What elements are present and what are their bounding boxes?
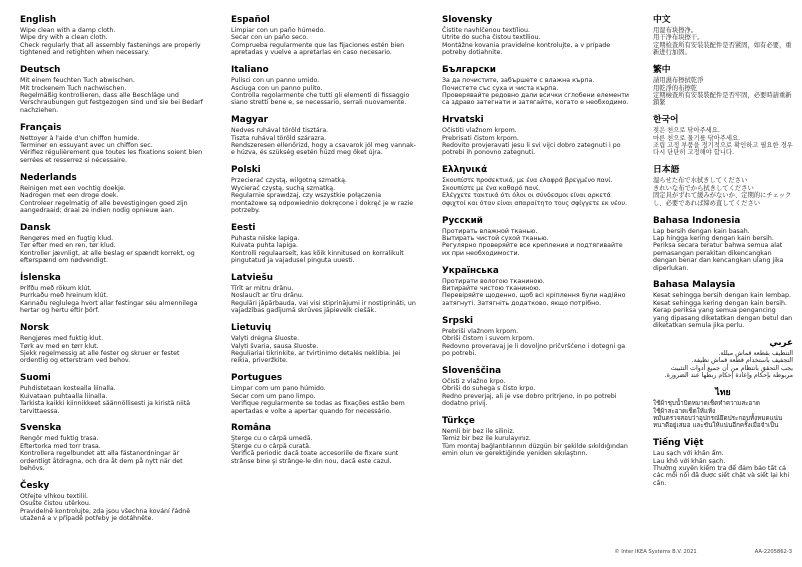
instruction-line: 定期檢查所有安裝裝配件是否牢固，必要時請重新鎖緊 [653,91,792,107]
instruction-line: Prebriši vlažnom krpom. [442,327,519,335]
instruction-line: Rendszeresen ellenőrizd, hogy a csavarok jól meg vannak-e húzva, és szükség esetén húzd meg őket újra. [231,142,416,157]
language-heading: Dansk [20,222,51,233]
language-heading: 中文 [653,15,671,25]
instruction-line: Prebrisati čistom krpom. [442,134,519,142]
language-heading: Româna [231,423,272,434]
instruction-line: Витирайте чистою тканиною. [442,285,541,293]
instruction-line: За да почистите, забършете с влажна кърпа. [442,77,595,85]
column-3 [442,15,630,531]
language-heading: Español [231,15,270,25]
language-section-malay [653,280,793,329]
language-heading: Nederlands [20,172,77,183]
instruction-line: Redovno proveravaj je li dovoljno pričvršćeno i dotegni ga po potrebi. [442,342,626,357]
instruction-line: يجب التحقق بانتظام من أن جميع أدوات التثبيت مربوطة بإحكام وإعادة إحكام ربطها عند الضرورة. [664,364,793,380]
language-heading: Česky [20,480,50,491]
language-section-czech [20,481,208,523]
instruction-line: Limpiar con un paño húmedo. [231,27,326,34]
language-heading: Hrvatski [442,115,484,126]
language-section-russian [442,216,630,258]
language-heading: English [20,15,57,25]
language-section-thai [653,388,793,430]
instruction-line: Secar com um pano limpo. [231,392,316,400]
instruction-line: Mit trockenem Tuch nachwischen. [20,84,127,92]
language-section-japanese [653,165,793,207]
instruction-line: Проверявайте редовно дали всички сглобени елементи са здраво затегнати и затягайте, когато е необходимо. [442,91,630,107]
instruction-line: Puhasta niiske lapiga. [231,234,300,242]
instruction-line: Regularnie sprawdzaj, czy wszystkie połączenia montażowe są odpowiednio dokręcone i dokręć je w razie potrzeby. [231,192,414,214]
instruction-line: 젖은 천으로 닦아주세요. [653,127,720,135]
language-section-polish [231,165,419,214]
instruction-line: Nedves ruhával töröld tisztára. [231,127,329,135]
instruction-line: 定期检查所有安装装配件是否紧固，如有必要，重新进行加固。 [653,41,792,57]
instruction-line: Controlla regolarmente che tutti gli elementi di fissaggio siano stretti bene e, se necessario, serrali nuovamente. [231,91,410,107]
language-heading: Suomi [20,373,51,384]
instruction-line: Σκουπίστε με ένα καθαρό πανί. [442,184,541,192]
instruction-line: Obriši čistom i suvom krpom. [442,335,535,343]
language-heading: Tiếng Việt [653,438,704,449]
language-heading: Bahasa Malaysia [653,280,736,291]
instruction-line: Obriši do suhega s čisto krpo. [442,385,536,393]
language-heading: Русский [442,215,483,226]
language-heading: 日本語 [653,165,680,176]
language-section-french [20,123,208,165]
instruction-line: きれいな布でから拭きしてください [653,184,754,192]
language-heading: Ελληνικά [442,165,488,176]
instruction-line: Tørk av med en tørr klut. [20,342,99,350]
instruction-line: Limpar com um pano húmido. [231,385,326,393]
instruction-line: ใช้ผ้าสะอาดเช็ดให้แห้ง [653,407,716,415]
instruction-line: Regelmäßig kontrollieren, dass alle Beschläge und Verschraubungen gut festgezogen sind und sie bei Bedarf nachziehen. [20,91,203,114]
instruction-line: Periksa secara teratur bahwa semua alat pemasangan perakitan dikencangkan dengan benar dan kencangkan ulang jika diperlukan. [653,242,784,272]
language-section-romanian [231,423,419,465]
language-section-bulgarian [442,65,630,107]
instruction-line: Eftertorka med torr trasa. [20,442,101,450]
instruction-line: Kontroller jævnligt, at alle beslag er spændt korrekt, og efterspænd om nødvendigt. [20,249,195,265]
language-heading: Svenska [20,423,62,434]
language-heading: Srpski [442,315,474,326]
language-section-norwegian [20,323,208,365]
language-section-chinese-traditional [653,65,793,107]
instruction-line: 用干净布块擦干。 [653,34,704,42]
instruction-line: Controleer regelmatig of alle bevestigingen goed zijn aangedraaid; draai ze indien nodig opnieuw aan. [20,199,188,214]
instruction-line: Протирати вологою тканиною. [442,277,545,285]
instruction-line: Kuivata puhta lapiga. [231,242,298,250]
column-1 [20,15,208,531]
instruction-line: 마른 천으로 물기를 닦아주세요. [653,134,741,142]
instruction-line: Valyti švaria, sausa šluoste. [231,342,319,350]
language-section-italian [231,65,419,107]
language-heading: Eesti [231,222,256,233]
instruction-line: Kontrollera regelbundet att alla fästanordningar är ordentligt åtdragna, och dra åt dem på nytt när det behövs. [20,450,183,473]
instruction-line: Utrite do sucha čistou textíliou. [442,34,541,42]
language-heading: Slovensky [442,15,493,25]
instruction-line: Redovito provjeravati jesu li svi vijci dobro zategnuti i po potrebi ih ponovno zategnuti. [442,142,621,157]
language-heading: Bahasa Indonesia [653,215,741,226]
instruction-line: Przecierać czystą, wilgotną szmatką. [231,177,347,185]
instruction-line: Wipe clean with a damp cloth. [20,27,116,34]
language-section-korean [653,115,793,157]
instruction-line: التجفيف باستخدام قطعة قماش نظيفة. [691,357,793,365]
language-section-indonesian [653,216,793,272]
column-2 [231,15,419,531]
instruction-line: Вытирать чистой сухой тканью. [442,234,549,242]
language-heading: Български [442,65,496,76]
instruction-line: Temiz bir bez ile kurulayınız. [442,435,531,443]
instruction-line: Nemli bir bez ile siliniz. [442,428,515,435]
language-heading: Deutsch [20,65,61,76]
instruction-line: Valyti drėgna šluoste. [231,335,300,343]
instruction-line: Şterge cu o cârpă umedă. [231,435,313,443]
instruction-line: 用乾淨的布擦乾 [653,84,698,92]
language-heading: Slovenščina [442,365,502,376]
language-section-slovak [442,15,630,57]
instruction-line: 湿らせた布で水拭きしてください [653,177,748,185]
language-section-english [20,15,208,57]
instruction-line: Почистете със суха и чиста кърпа. [442,84,559,92]
instruction-line: 조립 고정 부품을 정기적으로 확인하고 필요한 경우 다시 단단히 고정해야 합니다. [653,142,793,157]
instruction-line: Перевіряйте щоденно, щоб всі кріплення були надійно затягнуті. Затягніть додатково, якщо потрібно. [442,292,626,307]
instruction-line: Tarkista kaikki kiinnikkeet säännöllisesti ja kiristä niitä tarvittaessa. [20,400,191,415]
language-section-estonian [231,223,419,265]
instruction-line: Þurrkaðu með hreinum klút. [20,292,109,300]
instruction-line: Lau khô với khăn sạch. [653,457,726,465]
instruction-line: Verifică periodic dacă toate accesoriile de fixare sunt strânse bine şi strânge-le din nou, dacă este cazul. [231,450,399,465]
instruction-line: Redno preverjaj, ali je vse dobro pritrjeno, in po potrebi dodatno privij. [442,392,617,408]
instruction-line: Rengjøres med fuktig klut. [20,335,104,343]
instruction-line: Otřejte vlhkou textilií. [20,492,89,500]
instruction-line: Mit einem feuchten Tuch abwischen. [20,77,135,85]
instruction-line: หมั่นตรวจสอบว่าอุปกรณ์ยึดประกอบทั้งหมดแน่นหนาดีอยู่เสมอ และขันให้แน่นอีกครั้งเมื่อจำเป็น [653,414,783,430]
instruction-line: Tīrīt ar mitru drānu. [231,285,294,293]
instruction-line: Reinigen met een vochtig doekje. [20,184,126,192]
instruction-line: Reguliariai tikrinkite, ar tvirtinimo detalės neklibia. Jei reikia, priveržkite. [231,349,401,365]
language-heading: Українська [442,265,499,276]
instruction-line: Tüm montaj bağlantılarının düzgün bir şekilde sıkıldığından emin olun ve gerektiğinde yeniden sıkılaştırın. [442,442,628,458]
language-section-croatian [442,115,630,157]
instruction-line: Kontrolli regulaarselt, kas kõik kinnitused on korralikult pingutatud ja vajadusel pinguta uuesti. [231,249,404,265]
language-heading: Lietuvių [231,323,272,334]
language-heading: Íslenska [20,273,61,284]
column-4 [653,15,793,531]
instruction-line: Puhdistetaan kostealla liinalla. [20,385,116,393]
language-section-finnish [20,373,208,415]
language-section-ukrainian [442,266,630,308]
instruction-line: Lap bersih dengan kain basah. [653,227,750,235]
language-heading: Polski [231,165,261,176]
language-section-portuguese [231,373,419,415]
language-heading: Italiano [231,65,269,76]
instruction-line: Očistiti vlažnom krpom. [442,127,517,135]
instruction-line: Ελέγχετε τακτικά ότι όλοι οι σύνδεσμοι είναι αρκετά σφιχτοί και όταν είναι απαραίτητο τους σφίγγετε εκ νέου. [442,192,627,207]
instruction-line: 請用濕布擦拭乾淨 [653,77,704,85]
language-section-icelandic [20,273,208,315]
instruction-line: Wipe dry with a clean cloth. [20,34,108,42]
instruction-line: Pulisci con un panno umido. [231,77,320,85]
instruction-line: Регулярно проверяйте все крепления и подтягивайте их при необходимости. [442,242,623,257]
language-heading: عربي [769,337,793,348]
instruction-line: Rengör med fuktig trasa. [20,435,99,443]
instruction-line: Lau sạch với khăn ẩm. [653,450,724,458]
instruction-line: Протирать влажной тканью. [442,227,538,235]
instruction-line: Lap hingga kering dengan kain bersih. [653,234,774,242]
instruction-line: Tiszta ruhával töröld szárazra. [231,134,327,142]
instruction-line: Rengøres med en fugtig klud. [20,234,114,242]
instruction-line: Verifique regularmente se todas as fixações estão bem apertadas e volte a apertar quando for necessário. [231,400,405,415]
language-section-spanish [231,15,419,57]
instruction-line: 固定具がずれて緩みがないか、定期的にチェックし、必要であれば締め直してください [653,192,792,207]
language-section-dutch [20,173,208,215]
language-section-serbian [442,316,630,358]
language-heading: 繁中 [653,65,671,76]
language-section-danish [20,223,208,265]
instruction-line: Montážne kovania pravidelne kontrolujte, a v prípade potreby dotiahnite. [442,41,611,57]
instruction-line: التنظيف بقطعة قماش مبللة. [718,349,793,357]
language-section-greek [442,165,630,207]
language-section-swedish [20,423,208,472]
language-section-arabic [653,338,793,380]
copyright-notice: © Inter IKEA Systems B.V. 2021 [614,549,697,555]
instruction-line: Sjekk regelmessig at alle fester og skruer er festet ordentlig og etterstram ved behov. [20,349,180,365]
instruction-line: 用湿布块擦净。 [653,27,698,34]
instruction-line: Nettoyer à l'aide d'un chiffon humide. [20,134,140,142]
instruction-line: Nadrogen met een droge doek. [20,192,119,200]
language-heading: Latviešu [231,273,273,284]
language-section-vietnamese [653,438,793,487]
instruction-line: Regulāri jāpārbauda, vai visi stiprinājumi ir nostiprināti, un vajadzības gadījumā skrūves jāpievelk ciešāk. [231,299,416,315]
instruction-line: Noslaucīt ar tīru drānu. [231,292,304,300]
language-heading: ไทย [715,388,731,399]
language-section-chinese-simplified [653,15,793,57]
language-section-slovenian [442,366,630,408]
language-section-hungarian [231,115,419,157]
language-heading: Magyar [231,115,268,126]
instruction-line: Thường xuyên kiểm tra để đảm bảo tất cả các mối nối đã được siết chặt và siết lại khi cần. [653,465,790,487]
language-heading: Portugues [231,373,283,384]
instruction-line: Vérifiez régulièrement que toutes les fixations soient bien serrées et resserrez si nécessaire. [20,149,203,164]
instruction-line: ใช้ผ้าชุบน้ำบิดหมาดเช็ดทำความสะอาด [653,400,760,408]
instruction-line: Kesat sehingga kering dengan kain bersih. [653,299,787,307]
language-section-latvian [231,273,419,315]
instruction-line: Secar con un paño seco. [231,34,309,42]
language-section-lithuanian [231,323,419,365]
instruction-line: Check regularly that all assembly fastenings are properly tightened and retighten when necessary. [20,41,201,57]
instruction-line: Kuivataan puhtaalla liinalla. [20,392,108,400]
language-section-german [20,65,208,114]
instruction-line: Tør efter med en ren, tør klud. [20,242,116,250]
instruction-line: Şterge cu o cârpă curată. [231,442,311,450]
language-heading: Français [20,122,62,133]
language-heading: Norsk [20,323,49,334]
language-section-turkish [442,416,630,458]
instruction-line: Comprueba regularmente que las fijaciones estén bien apretadas y vuelve a apretarlas en caso necesario. [231,41,405,57]
instruction-line: Pravidelně kontrolujte, zda jsou všechna kování řádně utažená a v případě potřeby je dotáhněte. [20,507,191,523]
instruction-line: Wycierać czystą, suchą szmatką. [231,184,336,192]
instruction-line: Asciuga con un panno pulito. [231,84,323,92]
instruction-line: Očisti z vlažno krpo. [442,377,506,385]
language-heading: Türkçe [442,416,475,426]
instruction-line: Osušte čistou utěrkou. [20,500,91,508]
instruction-line: Σκουπίστε προσεκτικά, με ένα ελαφρά βρεγμένο πανί. [442,177,613,185]
instruction-line: Þrífðu með rökum klút. [20,285,92,293]
instruction-line: Kannaðu reglulega hvort allar festingar séu almennilega hertar og hertu eftir þörf. [20,299,198,315]
instruction-line: Kesat sehingga bersih dengan kain lembap. [653,292,791,300]
language-heading: 한국어 [653,115,679,126]
document-id: AA-2205862-3 [754,549,792,555]
instruction-line: Čistite navhlčenou textíliou. [442,27,530,34]
instruction-line: Kerap periksa yang semua pengancing yang dipasang diketatkan dengan betul dan diketatkan semula jika perlu. [653,307,793,330]
footer [614,549,792,555]
instruction-line: Terminer en essuyant avec un chiffon sec. [20,142,153,150]
